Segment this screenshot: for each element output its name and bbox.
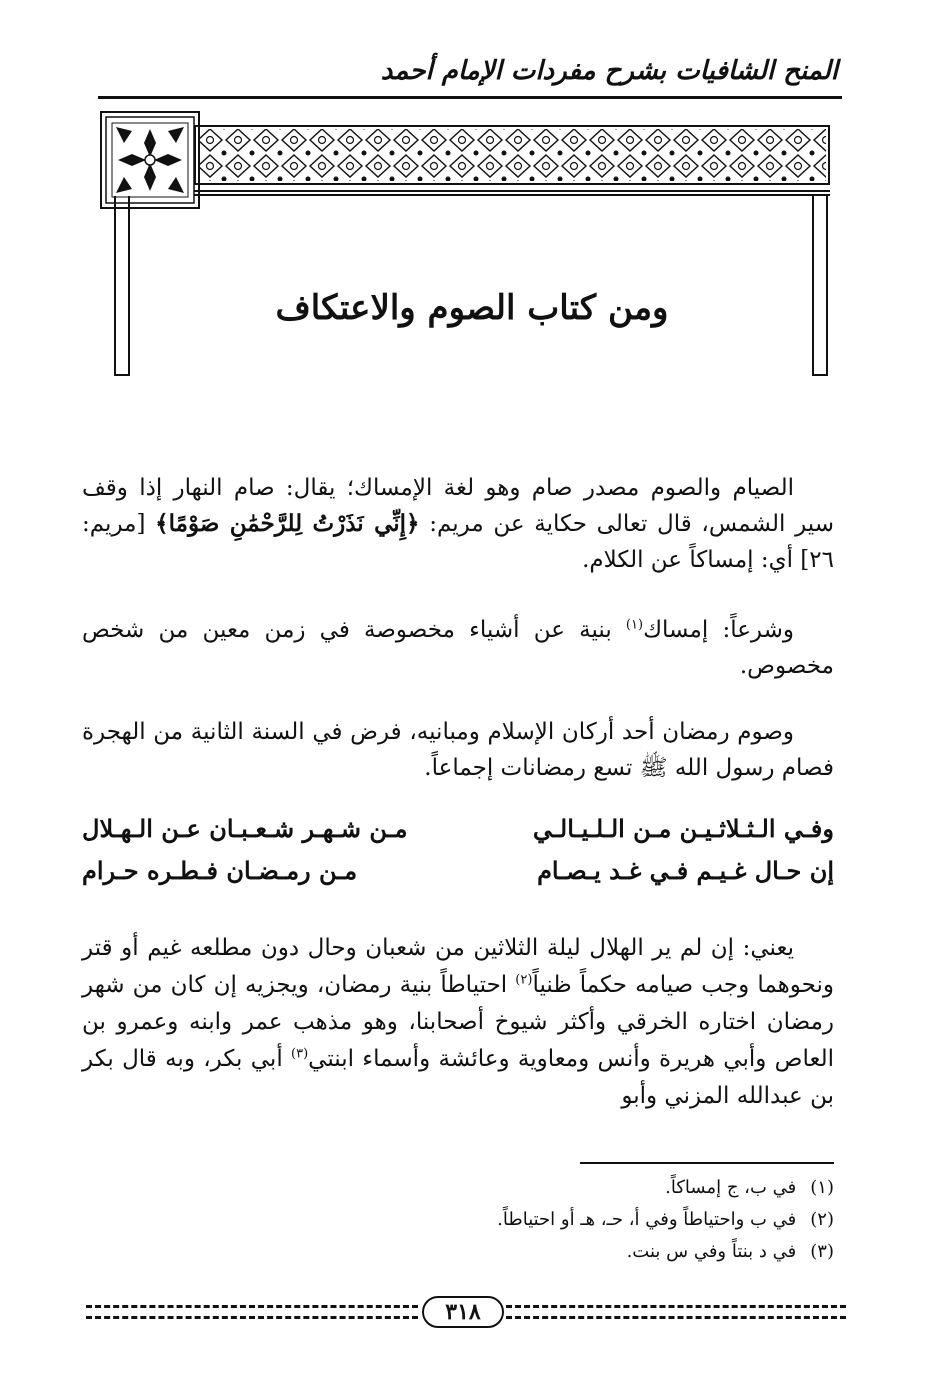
- footnote: [234, 1172, 834, 1204]
- footer-dashes-left: [86, 1305, 418, 1319]
- header-rule: [98, 96, 842, 99]
- footnote-rule: [580, 1162, 834, 1164]
- page-footer: [86, 1296, 846, 1336]
- verse-first-hemistich: إن حـال غـيـم فـي غـد يـصـام: [537, 856, 834, 885]
- footnote-text: في د بنتاً وفي س بنت.: [626, 1241, 797, 1262]
- footnote: [234, 1204, 834, 1236]
- footnote-text: في ب، ج إمساكاً.: [665, 1177, 797, 1198]
- text-run: الصيام والصوم مصدر صام وهو لغة الإمساك؛ يقال: صام النهار إذا وقف سير الشمس، قال تعالى حكاية عن مريم:: [82, 475, 834, 537]
- text-run: أبي بكر، وبه قال بكر بن عبدالله المزني وأبو: [82, 1046, 834, 1109]
- running-head: المنح الشافيات بشرح مفردات الإمام أحمد: [380, 56, 838, 86]
- page-number: ٣١٨: [422, 1296, 504, 1328]
- text-run: [مريم: ٢٦] أي: إمساكاً عن الكلام.: [82, 511, 834, 573]
- lattice-pattern-icon: [196, 127, 828, 183]
- paragraph-commentary: [82, 930, 834, 1115]
- footer-dashes-right: [506, 1305, 846, 1319]
- footnote-number: (١): [810, 1177, 834, 1198]
- frame-leg-left: [114, 196, 130, 376]
- poem-verse: [82, 814, 834, 848]
- text-run: احتياطاً بنية رمضان، ويجزيه إن كان من شهر رمضان اختاره الخرقي وأكثر شيوخ أصحابنا، وهو مذهب عمر وابنه وعمرو بن العاص وأبي هريرة وأنس ومعاوية وعائشة وأسماء ابنتي: [82, 972, 834, 1072]
- quran-verse: ﴿إِنِّي نَذَرْتُ لِلرَّحْمَٰنِ صَوْمًا﴾: [155, 510, 420, 537]
- poem-verse: [82, 856, 834, 890]
- text-run: يعني: إن لم ير الهلال ليلة الثلاثين من شعبان وحال دون مطلعه غيم أو قتر ونحوهما وجب صيامه حكماً ظنياً: [82, 935, 835, 998]
- footnote-ref: (١): [625, 617, 644, 633]
- ornament-rule: [194, 190, 830, 196]
- footnote-number: (٢): [810, 1209, 834, 1230]
- footnote-number: (٣): [810, 1241, 834, 1262]
- text-run: وشرعاً: إمساك: [643, 617, 794, 643]
- footnote-text: في ب واحتياطاً وفي أ، حـ، هـ أو احتياطاً.: [497, 1209, 797, 1230]
- footnote-ref: (٢): [515, 972, 533, 988]
- frame-leg-right: [812, 196, 828, 376]
- verse-second-hemistich: مـن رمـضـان فـطـره حـرام: [82, 856, 358, 885]
- paragraph-definition: [82, 470, 834, 578]
- footnote: [234, 1236, 834, 1268]
- paragraph-ramadan: وصوم رمضان أحد أركان الإسلام ومبانيه، فرض في السنة الثانية من الهجرة فصام رسول الله ﷺ تسع رمضانات إجماعاً.: [82, 719, 834, 781]
- star-ornament-icon: [102, 113, 198, 207]
- chapter-title: ومن كتاب الصوم والاعتكاف: [275, 288, 669, 328]
- ornament-band: [194, 125, 830, 185]
- footnotes: [234, 1172, 834, 1268]
- paragraph-sharia-definition: [82, 612, 834, 684]
- verse-first-hemistich: وفـي الـثـلاثـيـن مـن الـلـيـالـي: [532, 814, 834, 843]
- footnote-ref: (٣): [291, 1046, 309, 1062]
- ornament-corner-box: [100, 111, 200, 209]
- text-run: بنية عن أشياء مخصوصة في زمن معين من شخص مخصوص.: [82, 617, 834, 679]
- verse-second-hemistich: مـن شـهـر شـعـبـان عـن الـهـلال: [82, 814, 408, 843]
